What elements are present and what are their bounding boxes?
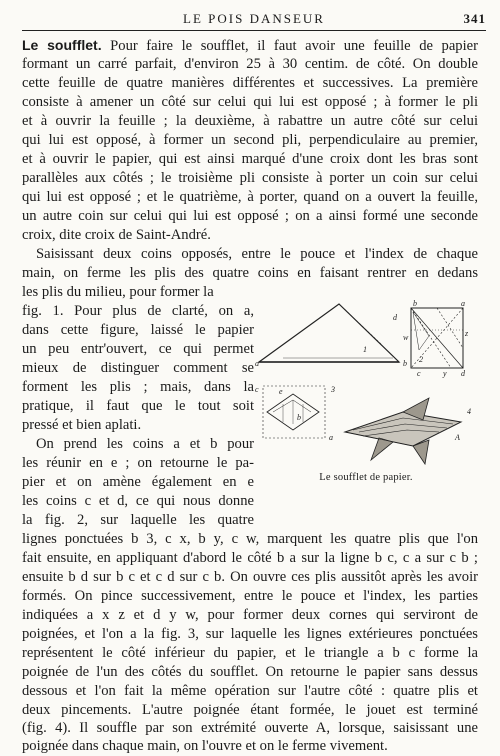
text-line: forment les plis ; mais, dans la [22, 379, 254, 395]
section-lead: Le soufflet. [22, 37, 102, 53]
text-line: et à ouvrir le papier, qui est ainsi marqué d'une croix dont les bras sont [22, 151, 478, 167]
text-line: consiste à amener un côté sur celui qui lui est opposé ; à former le pli [22, 94, 478, 110]
svg-text:a: a [329, 433, 333, 442]
svg-text:d: d [461, 369, 465, 378]
text-line: fig. 1. Pour plus de clarté, on a, [22, 303, 254, 319]
svg-text:c: c [255, 385, 259, 394]
svg-text:1: 1 [363, 345, 367, 354]
svg-text:b: b [413, 300, 417, 308]
text-line: formés. On pince successivement, entre le pouce et l'index, les parties [22, 588, 478, 604]
text-line: pressé et bien aplati. [22, 417, 142, 433]
svg-text:c: c [417, 369, 421, 378]
text-line: un peu entr'ouvert, ce qui permet [22, 341, 254, 357]
svg-text:b: b [297, 413, 301, 422]
text-line: dessous et l'on fait la même opération sur l'autre côté : quatre plis et [22, 683, 478, 699]
text-line: les plis du milieu, pour former la [22, 284, 214, 300]
text-line: main, on ferme les plis des quatre coins en faisant rentrer en dedans [22, 265, 478, 281]
running-header [22, 10, 486, 31]
text-line: poignée dans chaque main, on l'ouvre et on le ferme vivement. [22, 738, 388, 754]
text-line: poignée de l'un des côtés du soufflet. On retourne le papier sans dessus [22, 664, 478, 680]
text-line: formant un carré parfait, d'environ 25 à 30 centim. de côté. On double [22, 56, 478, 72]
text-line: ensuite b d sur b c et c d sur c b. On ouvre ces plis aussitôt après les avoir [22, 569, 478, 585]
text-line: Saisissant deux coins opposés, entre le pouce et l'index de chaque [36, 246, 478, 262]
svg-text:b: b [403, 359, 407, 368]
text-line: lignes ponctuées b 3, c x, b y, c w, marquent les quatre plis que l'on [22, 531, 478, 547]
page-number: 341 [463, 11, 486, 26]
svg-text:2: 2 [419, 355, 423, 364]
text-line: les réunir en e ; on retourne le pa- [22, 455, 254, 471]
text-line: Le soufflet. Pour faire le soufflet, il faut avoir une feuille de papier [22, 37, 479, 54]
text-line: et à ouvrir la feuille ; la deuxième, à rabattre un autre côté sur celui [22, 113, 478, 129]
fig-1-triangle [259, 304, 399, 362]
svg-text:y: y [443, 369, 447, 378]
text-line: un autre coin sur celui qui lui est opposé ; on a ainsi formé une seconde [22, 208, 478, 224]
svg-text:w: w [403, 333, 409, 342]
svg-text:4: 4 [467, 407, 471, 416]
text-line: croix, dite croix de Saint-André. [22, 227, 211, 243]
svg-text:d: d [393, 313, 397, 322]
text-line: qui lui est opposé ; et le quatrième, à porter, quand on a ouvert la feuille, [22, 189, 478, 205]
svg-text:a: a [255, 359, 259, 368]
bellows-figure [253, 300, 479, 490]
text-line: mieux de distinguer comment se [22, 360, 254, 376]
text-line: indiquées a x z et d y w, pour former deux cornes qui serviront de [22, 607, 478, 623]
text-line: deux pincements. L'autre poignée étant formée, le jouet est terminé [22, 702, 478, 718]
svg-text:A: A [455, 433, 460, 442]
svg-text:3: 3 [331, 385, 335, 394]
fig-4-bellows [345, 398, 461, 464]
text-line: fait ensuite, en appliquant d'abord le côté b a sur la ligne b c, c a sur c b ; [22, 550, 478, 566]
text-line: parallèles aux côtés ; le troisième pli consiste à porter un coin sur celui [22, 170, 478, 186]
svg-text:e: e [279, 387, 283, 396]
text-line: les coins c et d, ce qui nous donne [22, 493, 254, 509]
running-title: LE POIS DANSEUR [183, 11, 325, 26]
text-line: cette feuille de quatre manières différentes et successives. La première [22, 75, 478, 91]
text-line: (fig. 4). Il souffle par son extrémité ouverte A, lorsque, saisissant une [22, 720, 478, 736]
svg-text:z: z [465, 329, 469, 338]
fig-3-handle [263, 386, 325, 438]
text-line: poignées, et l'on a la fig. 3, sur laquelle les lignes extérieures ponctuées [22, 626, 478, 642]
text-line: représentent le côté inférieur du papier, et le triangle a b c forme la [22, 645, 478, 661]
text-line: On prend les coins a et b pour [36, 436, 254, 452]
figure-caption: Le soufflet de papier. [319, 472, 413, 483]
text-line: la fig. 2, sur laquelle les quatre [22, 512, 254, 528]
text-line: pier et on amène également en e [22, 474, 254, 490]
svg-text:a: a [461, 300, 465, 308]
text-line: dans cette figure, laissé le papier [22, 322, 254, 338]
text-line: qui lui est opposé, à former un second pli, perpendiculaire au premier, [22, 132, 478, 148]
text-line: pratique, il faut que le tout soit [22, 398, 254, 414]
bellows-illustration [253, 300, 479, 472]
